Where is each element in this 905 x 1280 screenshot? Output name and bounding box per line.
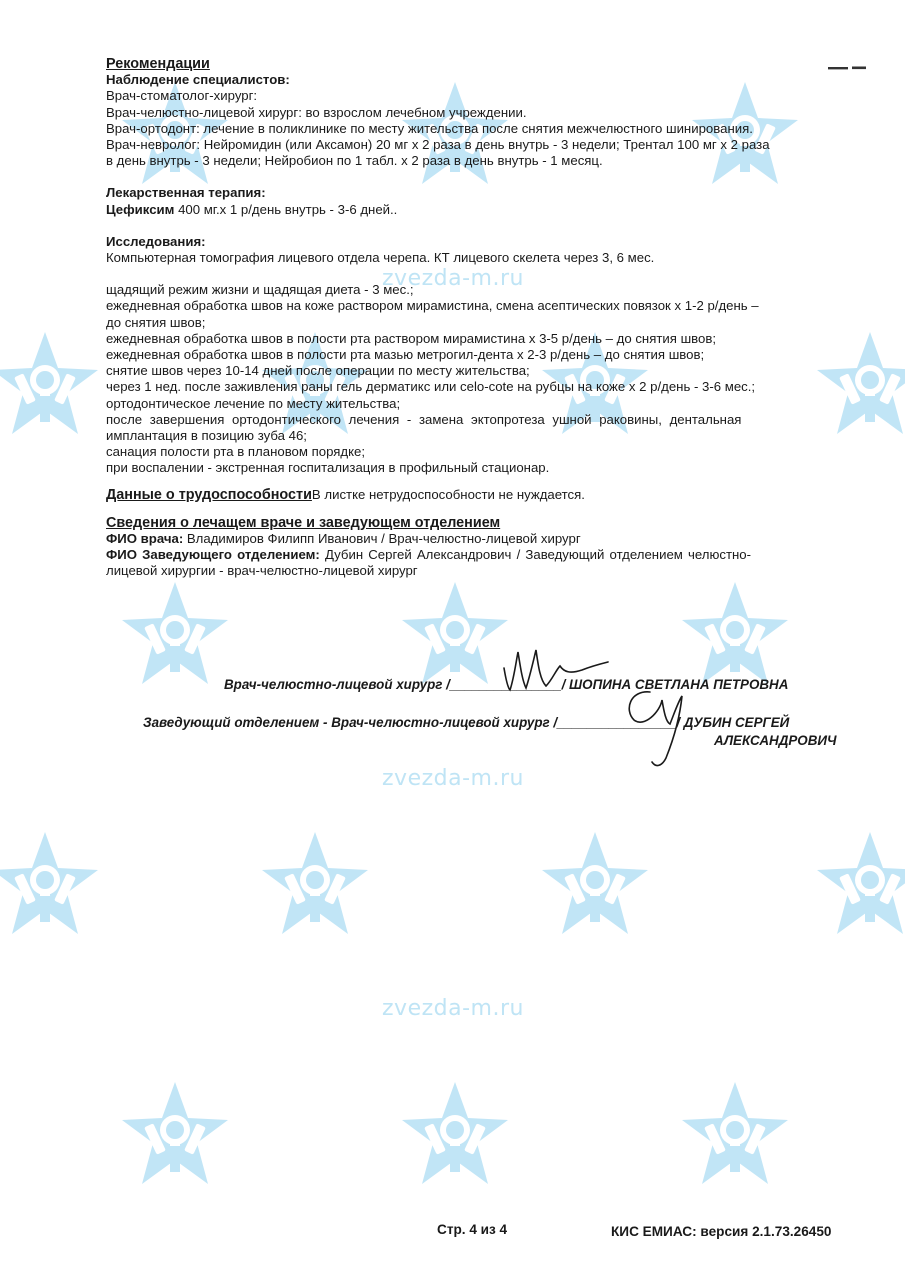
regimen-item: через 1 нед. после заживления раны гель дерматикс или celo-cote на рубцы на коже х 2 р/день - 3-6 мес.; xyxy=(106,379,756,395)
observation-title: Наблюдение специалистов: xyxy=(106,72,290,88)
work-capacity xyxy=(106,487,850,503)
work-capacity-text: В листке нетрудоспособности не нуждается. xyxy=(311,486,585,502)
doctors-title: Сведения о лечащем враче и заведующем отделением xyxy=(106,514,501,531)
watermark-text: zvezda-m.ru xyxy=(382,266,524,291)
page-number: Стр. 4 из 4 xyxy=(437,1222,508,1237)
star-logo-icon xyxy=(120,1080,230,1190)
regimen-item: ортодонтическое лечение по месту жительства; xyxy=(106,395,401,411)
regimen-item: после завершения ортодонтического лечения - замена эктопротеза ушной раковины, дентальная xyxy=(106,411,742,427)
regimen-item: щадящий режим жизни и щадящая диета - 3 мес.; xyxy=(106,282,414,298)
research-title: Исследования: xyxy=(106,233,206,249)
recommendation-line: Врач-стоматолог-хирург: xyxy=(106,88,258,104)
recommendation-line: в день внутрь - 3 недели; Нейробион по 1 табл. х 2 раза в день внутрь - 1 месяц. xyxy=(106,153,603,169)
therapy-title: Лекарственная терапия: xyxy=(106,185,266,201)
star-logo-icon xyxy=(540,830,650,940)
regimen-item: санация полости рта в плановом порядке; xyxy=(106,444,366,460)
sig2-blank: ________________ xyxy=(557,715,677,730)
document-body xyxy=(106,56,850,580)
recommendation-line: Врач-невролог: Нейромидин (или Аксамон) 20 мг х 2 раза в день внутрь - 3 недели; Трентал 100 мг х 2 раза xyxy=(106,137,770,153)
regimen-item: имплантация в позицию зуба 46; xyxy=(106,428,307,444)
handwritten-signature-2 xyxy=(600,682,710,772)
doctor-value: Владимиров Филипп Иванович / Врач-челюстно-лицевой хирург xyxy=(183,531,581,547)
watermark-text: zvezda-m.ru xyxy=(382,766,524,791)
star-logo-icon xyxy=(260,830,370,940)
doctor-line xyxy=(106,531,850,547)
star-logo-icon xyxy=(120,580,230,690)
drug-dose: 400 мг.х 1 р/день внутрь - 3-6 дней.. xyxy=(174,201,398,217)
regimen-item: до снятия швов; xyxy=(106,314,206,330)
regimen-item: при воспалении - экстренная госпитализация в профильный стационар. xyxy=(106,460,550,476)
head-line-2: лицевой хирургии - врач-челюстно-лицевой хирург xyxy=(106,563,418,579)
drug-name: Цефиксим xyxy=(106,201,175,217)
head-line xyxy=(106,547,850,563)
star-logo-icon xyxy=(0,330,100,440)
therapy-line xyxy=(106,202,850,218)
regimen-item: ежедневная обработка швов в полости рта мазью метрогил-дента х 2-3 р/день – до снятия швов; xyxy=(106,347,705,363)
sig2-role: Заведующий отделением - Врач-челюстно-лицевой хирург / xyxy=(143,715,558,730)
sig1-blank: _______________ xyxy=(449,677,562,692)
regimen-item: ежедневная обработка швов на коже раствором мирамистина, смена асептических повязок х 1-2 р/день – xyxy=(106,298,759,314)
head-value: Дубин Сергей Александрович / Заведующий отделением челюстно- xyxy=(319,547,752,563)
work-capacity-title: Данные о трудоспособности xyxy=(106,486,312,503)
regimen-item: ежедневная обработка швов в полости рта раствором мирамистина х 3-5 р/день – до снятия швов; xyxy=(106,330,717,346)
sig1-role: Врач-челюстно-лицевой хирург / xyxy=(224,677,450,692)
recommendation-line: Врач-ортодонт: лечение в поликлинике по месту жительства после снятия межчелюстного шинирования. xyxy=(106,120,753,136)
sig2-name: / ДУБИН СЕРГЕЙ xyxy=(676,715,790,730)
doctor-label: ФИО врача: xyxy=(106,531,184,547)
recommendation-line: Врач-челюстно-лицевой хирург: во взрослом лечебном учреждении. xyxy=(106,104,527,120)
star-logo-icon xyxy=(400,1080,510,1190)
sig1-name: / ШОПИНА СВЕТЛАНА ПЕТРОВНА xyxy=(561,677,789,692)
star-logo-icon xyxy=(815,830,905,940)
star-logo-icon xyxy=(680,580,790,690)
star-logo-icon xyxy=(0,830,100,940)
head-label: ФИО Заведующего отделением: xyxy=(106,547,320,563)
star-logo-icon xyxy=(680,1080,790,1190)
regimen-item: снятие швов через 10-14 дней после операции по месту жительства; xyxy=(106,363,530,379)
research-text: Компьютерная томография лицевого отдела черепа. КТ лицевого скелета через 3, 6 мес. xyxy=(106,250,655,266)
sig2-name-2: АЛЕКСАНДРОВИЧ xyxy=(714,733,837,748)
watermark-text: zvezda-m.ru xyxy=(382,996,524,1021)
recommendations-title: Рекомендации xyxy=(106,56,210,72)
system-version: КИС ЕМИАС: версия 2.1.73.26450 xyxy=(611,1224,832,1239)
